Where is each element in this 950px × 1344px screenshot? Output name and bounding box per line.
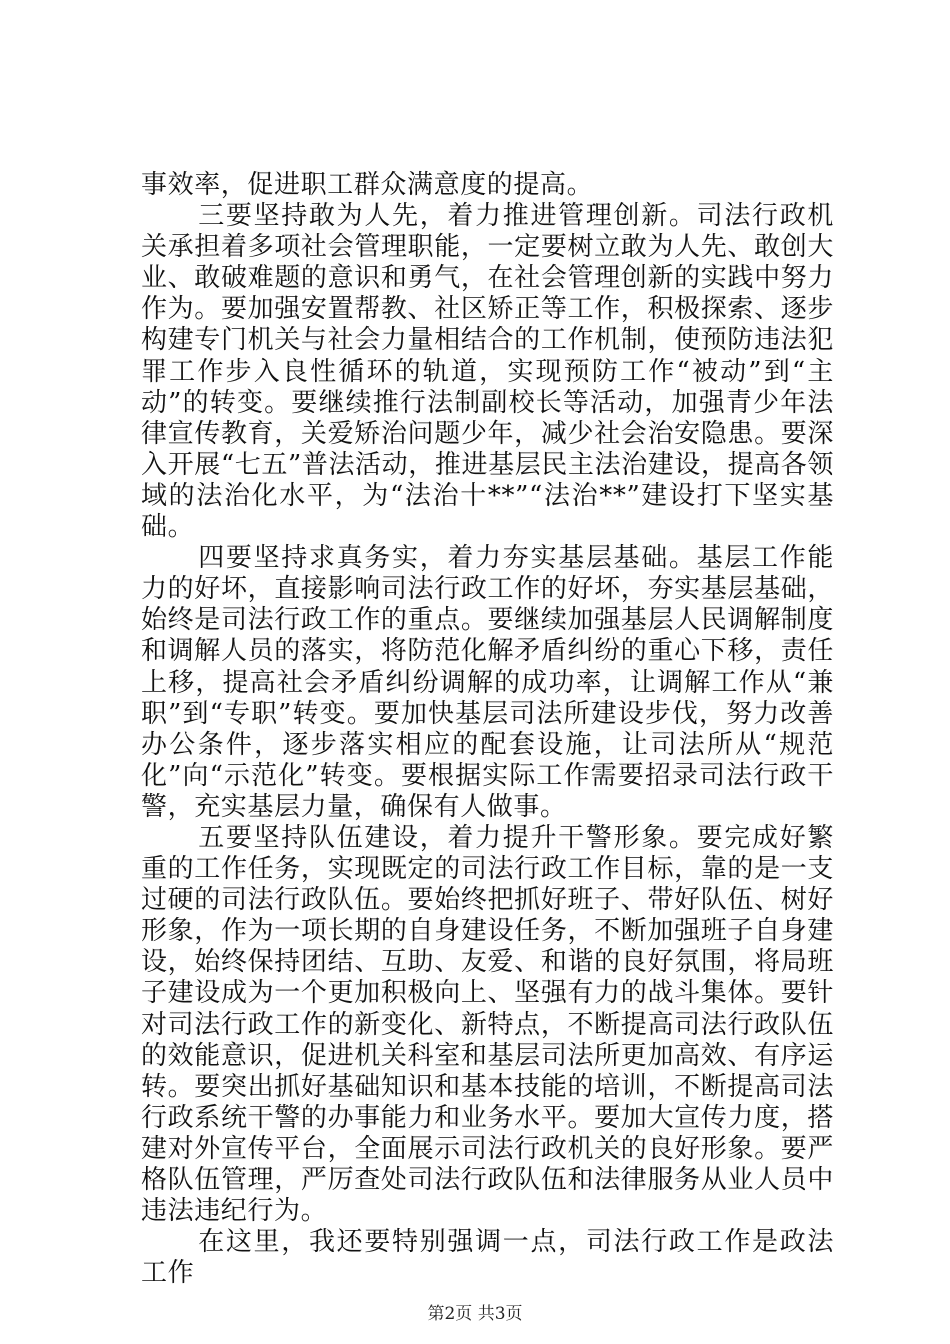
paragraph-team-building: 五要坚持队伍建设，着力提升干警形象。要完成好繁重的工作任务，实现既定的司法行政工作目标，靠的是一支过硬的司法行政队伍。要始终把抓好班子、带好队伍、树好形象，作为一项长期的自身建设任务，不断加强班子自身建设，始终保持团结、互助、友爱、和谐的良好氛围，将局班子建设成为一个更加积极向上、坚强有力的战斗集体。要针对司法行政工作的新变化、新特点，不断提高司法行政队伍的效能意识，促进机关科室和基层司法所更加高效、有序运转。要突出抓好基础知识和基本技能的培训，不断提高司法行政系统干警的办事能力和业务水平。要加大宣传力度，搭建对外宣传平台，全面展示司法行政机关的良好形象。要严格队伍管理，严厉查处司法行政队伍和法律服务从业人员中违法违纪行为。 bbox=[141, 822, 834, 1227]
paragraph-grassroots-foundation: 四要坚持求真务实，着力夯实基层基础。基层工作能力的好坏，直接影响司法行政工作的好坏，夯实基层基础，始终是司法行政工作的重点。要继续加强基层人民调解制度和调解人员的落实，将防范化解矛盾纠纷的重心下移，责任上移，提高社会矛盾纠纷调解的成功率，让调解工作从“兼职”到“专职”转变。要加快基层司法所建设步伐，努力改善办公条件，逐步落实相应的配套设施，让司法所从“规范化”向“示范化”转变。要根据实际工作需要招录司法行政干警，充实基层力量，确保有人做事。 bbox=[141, 543, 834, 822]
paragraph-management-innovation: 三要坚持敢为人先，着力推进管理创新。司法行政机关承担着多项社会管理职能，一定要树立敢为人先、敢创大业、敢破难题的意识和勇气，在社会管理创新的实践中努力作为。要加强安置帮教、社区矫正等工作，积极探索、逐步构建专门机关与社会力量相结合的工作机制，使预防违法犯罪工作步入良性循环的轨道，实现预防工作“被动”到“主动”的转变。要继续推行法制副校长等活动，加强青少年法律宣传教育，关爱矫治问题少年，减少社会治安隐患。要深入开展“七五”普法活动，推进基层民主法治建设，提高各领域的法治化水平，为“法治十**”“法治**”建设打下坚实基础。 bbox=[141, 201, 834, 543]
paragraph-continuation: 事效率，促进职工群众满意度的提高。 bbox=[141, 170, 594, 200]
page-footer: 第2页 共3页 bbox=[427, 1304, 523, 1324]
document-body bbox=[141, 170, 834, 1289]
paragraph-emphasis: 在这里，我还要特别强调一点，司法行政工作是政法工作 bbox=[141, 1227, 834, 1289]
